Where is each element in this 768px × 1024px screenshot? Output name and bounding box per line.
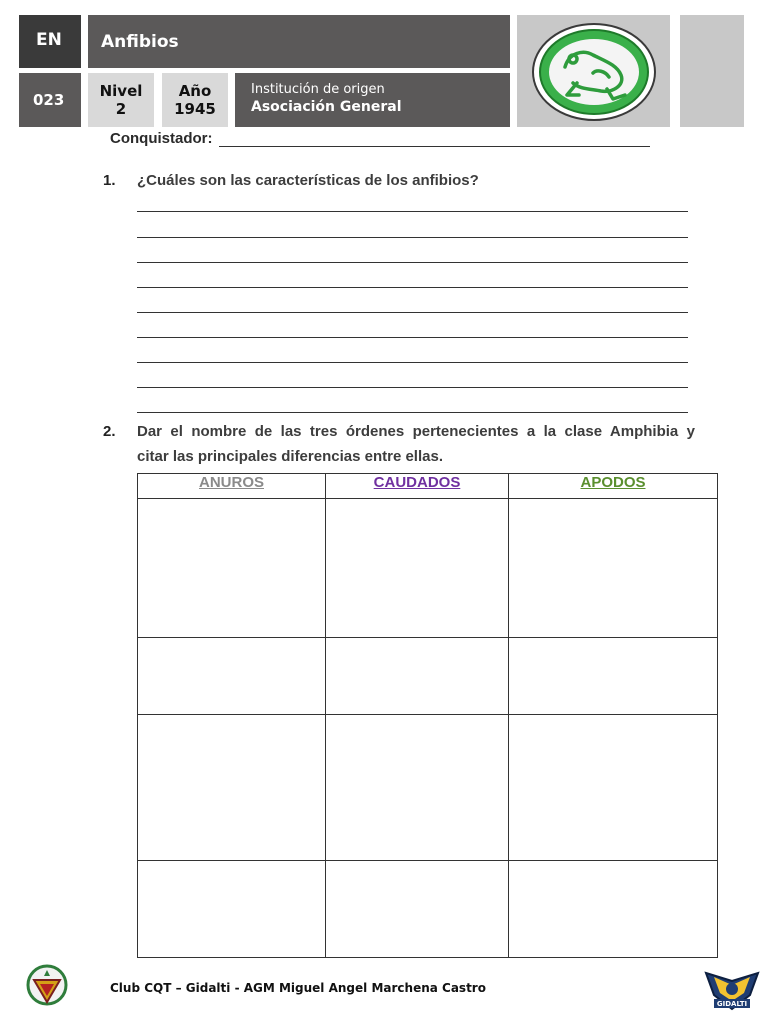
table-cell[interactable] [138,638,326,715]
code-top: EN [19,15,81,68]
table-row [138,499,718,638]
table-cell[interactable] [138,861,326,958]
level-label: Nivel [99,82,143,100]
table-cell[interactable] [509,499,718,638]
table-cell[interactable] [326,861,509,958]
table-cell[interactable] [138,499,326,638]
specialty-code: 023 [19,73,81,127]
origin-box [235,73,510,127]
table-row [138,638,718,715]
header-caudados: CAUDADOS [326,474,509,499]
frog-badge-icon [517,15,670,127]
answer-line[interactable] [137,262,688,263]
question-1-text: ¿Cuáles son las características de los anfibios? [137,172,479,189]
year-box [162,73,228,127]
table-cell[interactable] [509,861,718,958]
answer-line[interactable] [137,412,688,413]
table-row [138,861,718,958]
gidalti-club-logo-icon [702,965,762,1011]
badge-panel [517,15,670,127]
table-cell[interactable] [509,638,718,715]
answer-line[interactable] [137,237,688,238]
level-value: 2 [115,100,127,118]
answer-line[interactable] [137,287,688,288]
gidalti-logo-text: GIDALTI [716,1000,748,1008]
orders-table [137,473,718,958]
answer-line[interactable] [137,312,688,313]
origin-label: Institución de origen [251,82,385,97]
answer-line[interactable] [137,362,688,363]
header-anuros: ANUROS [138,474,326,499]
table-cell[interactable] [138,715,326,861]
answer-line[interactable] [137,387,688,388]
footer-text: Club CQT – Gidalti - AGM Miguel Angel Marchena Castro [110,981,486,995]
table-cell[interactable] [326,638,509,715]
year-label: Año [178,82,212,100]
grey-panel [680,15,744,127]
pathfinder-logo-icon [24,962,70,1008]
conquistador-label: Conquistador: [110,130,213,147]
year-value: 1945 [174,100,216,118]
header-apodos: APODOS [509,474,718,499]
table-header-row [138,474,718,499]
question-2-text-line2: citar las principales diferencias entre ellas. [137,448,443,465]
page-title: Anfibios [88,15,510,68]
table-cell[interactable] [326,715,509,861]
conquistador-input-line[interactable] [219,146,650,147]
table-cell[interactable] [509,715,718,861]
answer-line[interactable] [137,211,688,212]
table-row [138,715,718,861]
level-box [88,73,154,127]
origin-value: Asociación General [251,99,402,115]
question-2-text-line1: Dar el nombre de las tres órdenes pertenecientes a la clase Amphibia y [137,423,695,440]
answer-line[interactable] [137,337,688,338]
question-2-number: 2. [103,423,116,440]
question-1-number: 1. [103,172,116,189]
table-cell[interactable] [326,499,509,638]
